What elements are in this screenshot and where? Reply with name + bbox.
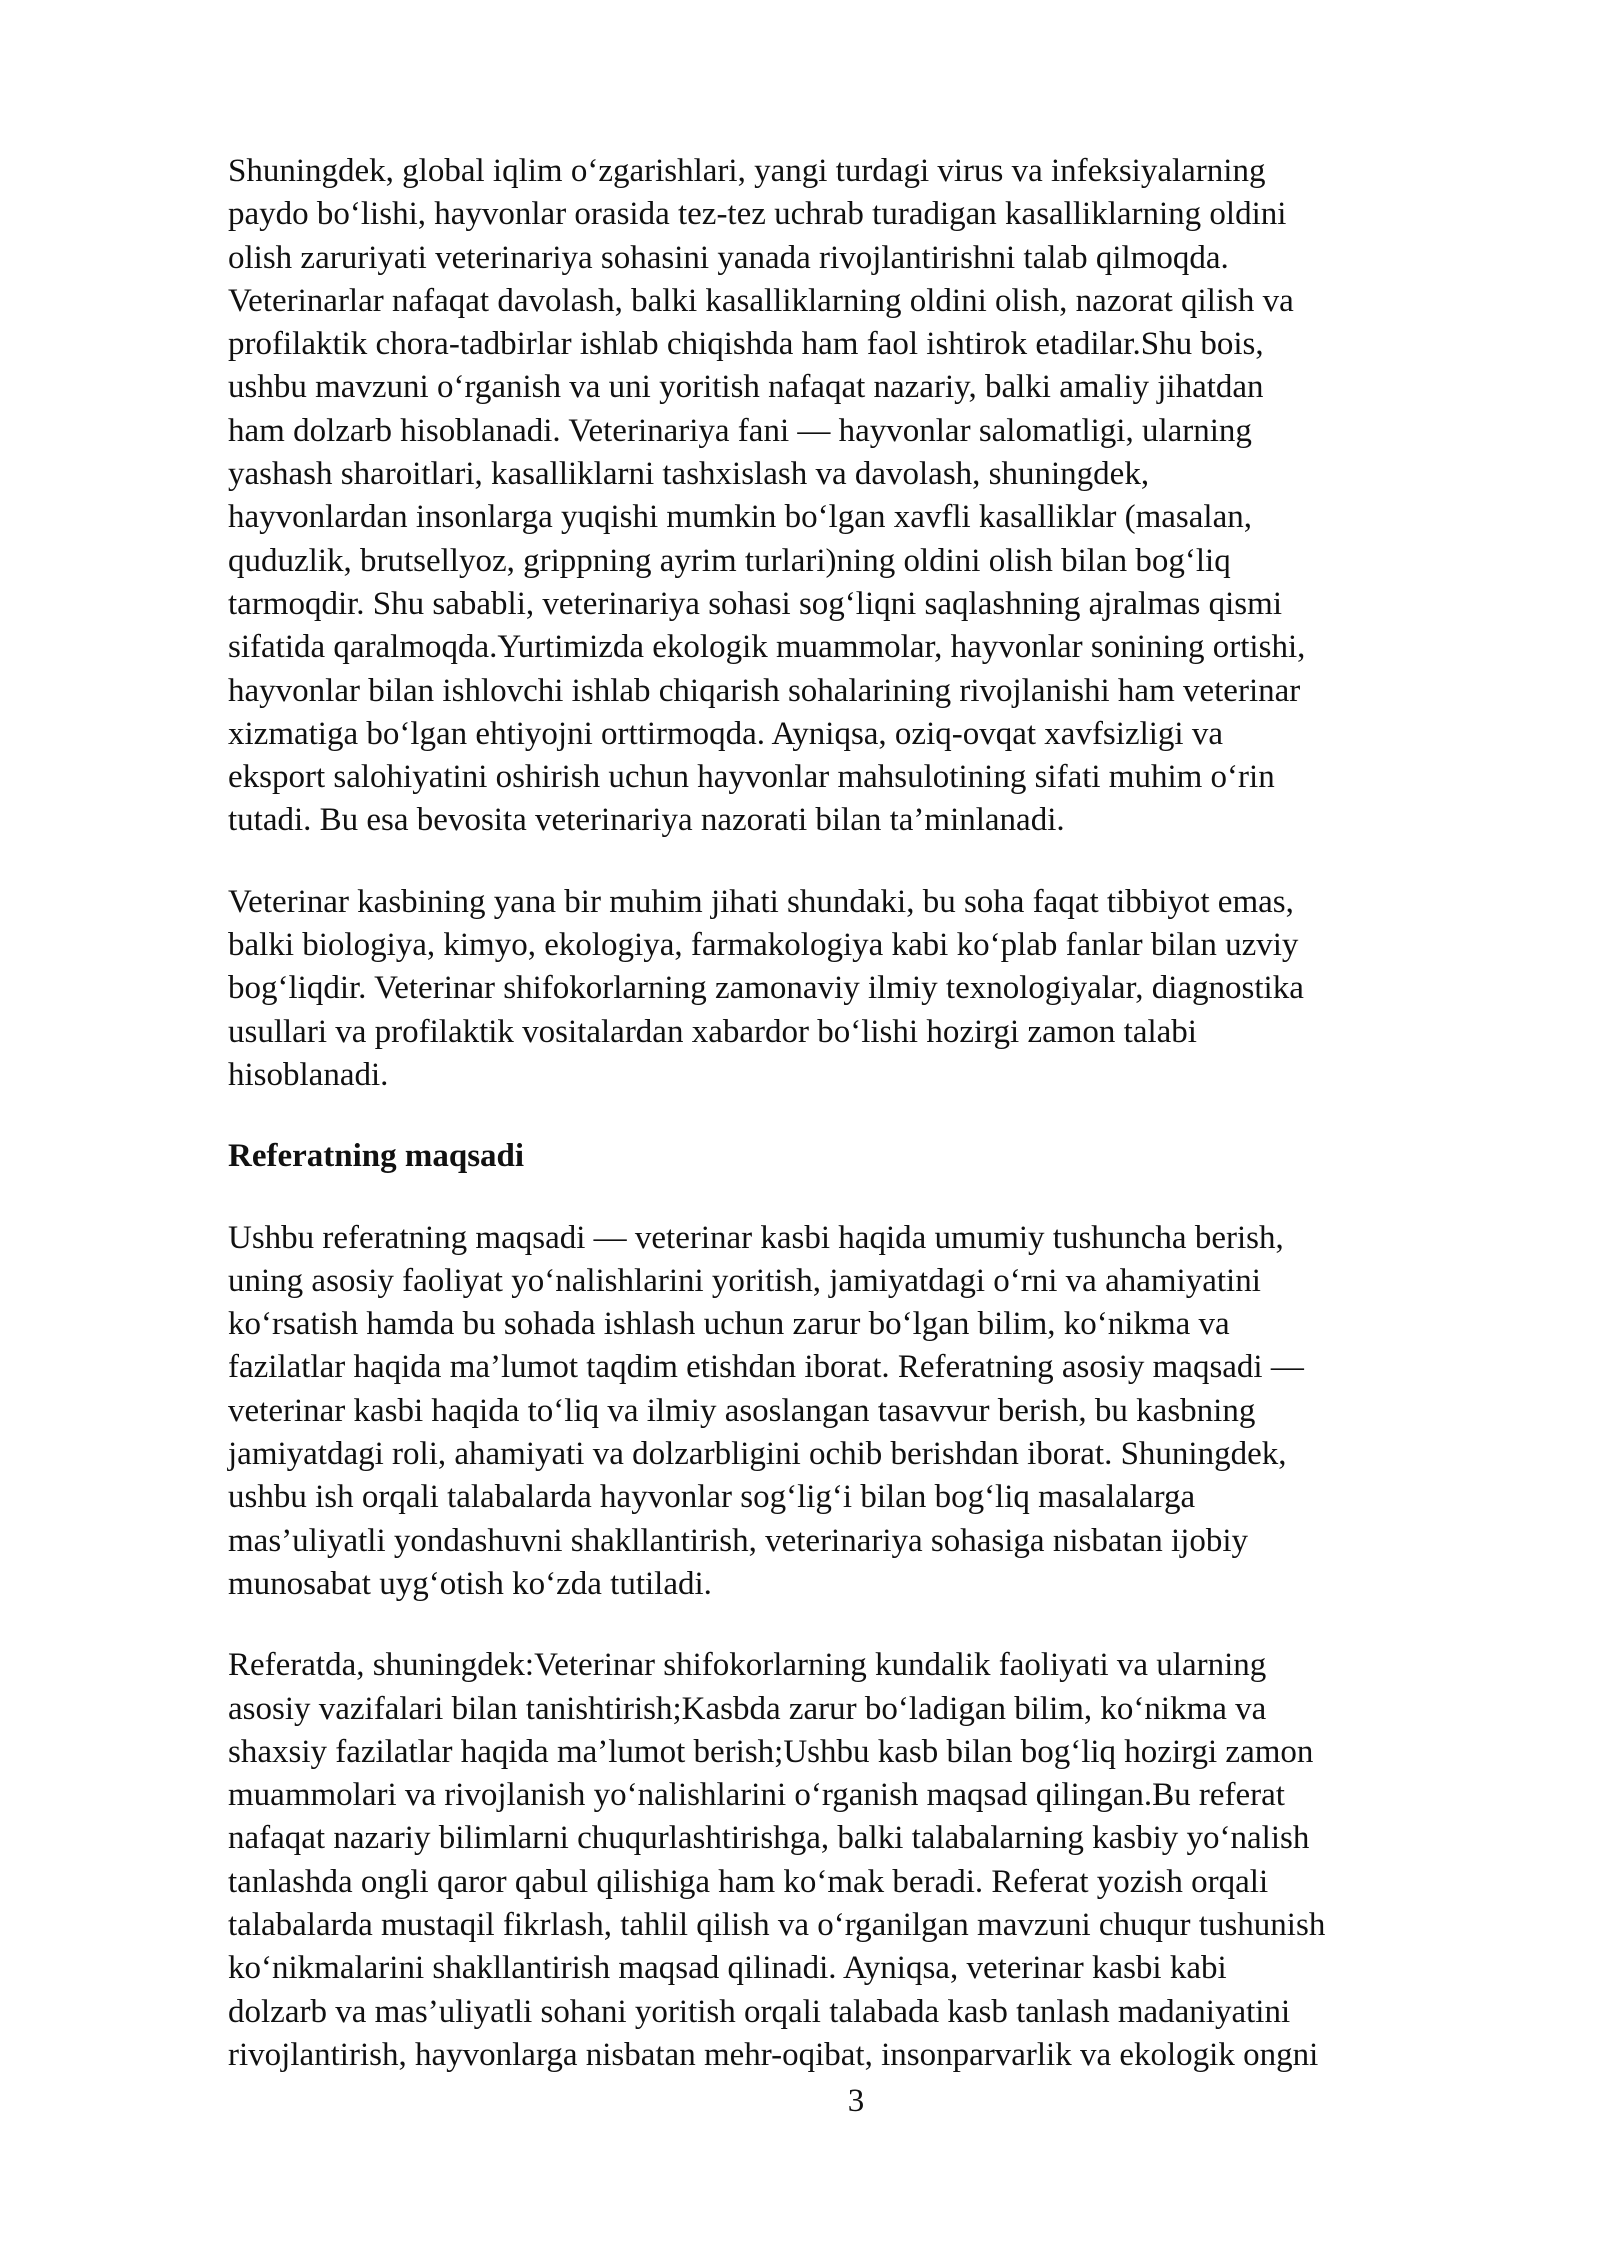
- section-heading: Referatning maqsadi: [228, 1138, 525, 1175]
- text-line: fazilatlar haqida ma’lumot taqdim etishdan iborat. Referatning asosiy maqsadi —: [228, 1349, 1304, 1386]
- text-line: tanlashda ongli qaror qabul qilishiga ham ko‘mak beradi. Referat yozish orqali: [228, 1863, 1269, 1900]
- text-line: xizmatiga bo‘lgan ehtiyojni orttirmoqda. Ayniqsa, oziq-ovqat xavfsizligi va: [228, 715, 1223, 752]
- text-line: uning asosiy faoliyat yo‘nalishlarini yoritish, jamiyatdagi o‘rni va ahamiyatini: [228, 1262, 1261, 1299]
- text-line: Shuningdek, global iqlim o‘zgarishlari, yangi turdagi virus va infeksiyalarning: [228, 153, 1266, 189]
- text-line: Veterinarlar nafaqat davolash, balki kasalliklarning oldini olish, nazorat qilish va: [228, 282, 1294, 319]
- text-line: Ushbu referatning maqsadi — veterinar kasbi haqida umumiy tushuncha berish,: [228, 1219, 1284, 1256]
- text-line: ko‘rsatish hamda bu sohada ishlash uchun zarur bo‘lgan bilim, ko‘nikma va: [228, 1306, 1230, 1343]
- text-line: hayvonlar bilan ishlovchi ishlab chiqarish sohalarining rivojlanishi ham veterinar: [228, 672, 1301, 709]
- text-line: sifatida qaralmoqda.Yurtimizda ekologik muammolar, hayvonlar sonining ortishi,: [228, 629, 1306, 666]
- text-line: paydo bo‘lishi, hayvonlar orasida tez-tez uchrab turadigan kasalliklarning oldini: [228, 196, 1287, 233]
- text-line: rivojlantirish, hayvonlarga nisbatan mehr-oqibat, insonparvarlik va ekologik ongni: [228, 2036, 1319, 2073]
- text-line: tarmoqdir. Shu sababli, veterinariya sohasi sog‘liqni saqlashning ajralmas qismi: [228, 585, 1282, 622]
- text-line: eksport salohiyatini oshirish uchun hayvonlar mahsulotining sifati muhim o‘rin: [228, 759, 1275, 796]
- text-line: Veterinar kasbining yana bir muhim jihati shundaki, bu soha faqat tibbiyot emas,: [228, 883, 1294, 920]
- paragraph-intro: [228, 150, 1478, 843]
- text-line: munosabat uyg‘otish ko‘zda tutiladi.: [228, 1565, 712, 1602]
- text-line: mas’uliyatli yondashuvni shakllantirish, veterinariya sohasiga nisbatan ijobiy: [228, 1522, 1249, 1559]
- text-line: hayvonlardan insonlarga yuqishi mumkin bo‘lgan xavfli kasalliklar (masalan,: [228, 499, 1252, 536]
- text-line: shaxsiy fazilatlar haqida ma’lumot berish;Ushbu kasb bilan bog‘liq hozirgi zamon: [228, 1733, 1314, 1770]
- text-line: quduzlik, brutsellyoz, grippning ayrim turlari)ning oldini olish bilan bog‘liq: [228, 542, 1231, 579]
- text-line: hisoblanadi.: [228, 1056, 389, 1093]
- text-line: jamiyatdagi roli, ahamiyati va dolzarbligini ochib berishdan iborat. Shuningdek,: [228, 1436, 1287, 1473]
- text-line: ko‘nikmalarini shakllantirish maqsad qilinadi. Ayniqsa, veterinar kasbi kabi: [228, 1950, 1227, 1987]
- text-line: talabalarda mustaqil fikrlash, tahlil qilish va o‘rganilgan mavzuni chuqur tushunish: [228, 1906, 1326, 1943]
- text-line: olish zaruriyati veterinariya sohasini yanada rivojlantirishni talab qilmoqda.: [228, 239, 1229, 276]
- text-line: ushbu mavzuni o‘rganish va uni yoritish nafaqat nazariy, balki amaliy jihatdan: [228, 369, 1264, 406]
- text-line: profilaktik chora-tadbirlar ishlab chiqishda ham faol ishtirok etadilar.Shu bois,: [228, 326, 1264, 363]
- text-line: ham dolzarb hisoblanadi. Veterinariya fani — hayvonlar salomatligi, ularning: [228, 412, 1252, 449]
- text-line: nafaqat nazariy bilimlarni chuqurlashtirishga, balki talabalarning kasbiy yo‘nalish: [228, 1820, 1310, 1857]
- text-line: tutadi. Bu esa bevosita veterinariya nazorati bilan ta’minlanadi.: [228, 802, 1065, 839]
- text-line: dolzarb va mas’uliyatli sohani yoritish orqali talabada kasb tanlash madaniyatini: [228, 1993, 1291, 2030]
- page-number: 3: [847, 2083, 865, 2119]
- text-line: Referatda, shuningdek:Veterinar shifokorlarning kundalik faoliyati va ularning: [228, 1647, 1267, 1684]
- document-body: [228, 150, 1478, 2115]
- text-line: usullari va profilaktik vositalardan xabardor bo‘lishi hozirgi zamon talabi: [228, 1013, 1197, 1050]
- text-line: veterinar kasbi haqida to‘liq va ilmiy asoslangan tasavvur berish, bu kasbning: [228, 1392, 1256, 1429]
- paragraph-profession: [228, 881, 1478, 1097]
- text-line: balki biologiya, kimyo, ekologiya, farmakologiya kabi ko‘plab fanlar bilan uzviy: [228, 927, 1299, 964]
- text-line: bog‘liqdir. Veterinar shifokorlarning zamonaviy ilmiy texnologiyalar, diagnostika: [228, 970, 1304, 1007]
- text-line: yashash sharoitlari, kasalliklarni tashxislash va davolash, shuningdek,: [228, 456, 1150, 493]
- paragraph-objectives: [228, 1644, 1478, 2077]
- text-line: ushbu ish orqali talabalarda hayvonlar sog‘lig‘i bilan bog‘liq masalalarga: [228, 1479, 1196, 1516]
- paragraph-purpose: [228, 1217, 1478, 1607]
- text-line: asosiy vazifalari bilan tanishtirish;Kasbda zarur bo‘ladigan bilim, ko‘nikma va: [228, 1690, 1267, 1727]
- text-line: muammolari va rivojlanish yo‘nalishlarini o‘rganish maqsad qilingan.Bu referat: [228, 1777, 1285, 1814]
